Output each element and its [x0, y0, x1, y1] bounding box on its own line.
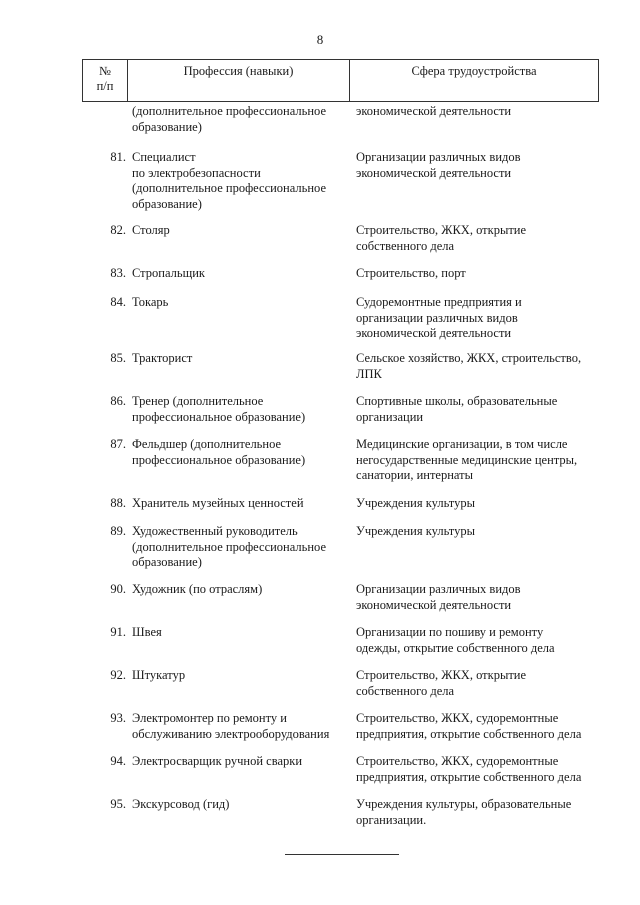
sphere-cell	[356, 668, 606, 699]
row-number: 88.	[110, 496, 126, 510]
header-profession-column: Профессия (навыки)	[128, 60, 350, 101]
sphere-line: Строительство, ЖКХ, открытие	[356, 223, 527, 237]
sphere-line: предприятия, открытие собственного дела	[356, 769, 582, 784]
profession-line: Художник (по отраслям)	[132, 582, 263, 596]
sphere-cell	[356, 582, 606, 613]
row-number: 84.	[110, 295, 126, 309]
profession-line: Художественный руководитель	[132, 524, 298, 538]
profession-line: профессиональное образование)	[132, 452, 306, 467]
sphere-cell	[356, 295, 606, 342]
profession-cell	[132, 754, 350, 770]
profession-line: Электромонтер по ремонту и	[132, 711, 287, 725]
profession-line: Фельдшер (дополнительное	[132, 437, 282, 451]
row-number: 92.	[110, 668, 126, 682]
profession-line: Токарь	[132, 295, 169, 309]
profession-line: Штукатур	[132, 668, 186, 682]
row-number: 83.	[110, 266, 126, 280]
profession-cell	[132, 625, 350, 641]
row-number: 87.	[110, 437, 126, 451]
sphere-line: собственного дела	[356, 238, 455, 253]
profession-cell	[132, 711, 350, 742]
row-number: 85.	[110, 351, 126, 365]
profession-cell	[132, 437, 350, 468]
sphere-line: Организации различных видов	[356, 150, 521, 164]
sphere-cell	[356, 437, 606, 484]
row-number: 90.	[110, 582, 126, 596]
profession-cell	[132, 104, 350, 135]
profession-cell	[132, 668, 350, 684]
profession-cell	[132, 150, 350, 212]
sphere-cell	[356, 711, 606, 742]
sphere-line: санатории, интернаты	[356, 468, 474, 482]
sphere-line: Судоремонтные предприятия и	[356, 295, 522, 309]
sphere-line: Организации по пошиву и ремонту	[356, 625, 544, 639]
header-number-label: №	[99, 64, 111, 78]
profession-line: образование)	[132, 196, 202, 211]
profession-cell	[132, 797, 350, 813]
row-number: 86.	[110, 394, 126, 408]
sphere-line: Строительство, ЖКХ, судоремонтные	[356, 754, 559, 768]
header-number-sublabel: п/п	[96, 79, 114, 93]
row-number: 93.	[110, 711, 126, 725]
profession-line: образование)	[132, 119, 202, 134]
profession-line: Стропальщик	[132, 266, 205, 280]
profession-line: (дополнительное профессиональное	[132, 539, 326, 554]
profession-cell	[132, 266, 350, 282]
sphere-line: предприятия, открытие собственного дела	[356, 726, 582, 741]
row-number: 81.	[110, 150, 126, 164]
page-number: 8	[316, 32, 324, 47]
sphere-line: Учреждения культуры	[356, 524, 475, 538]
profession-line: Тракторист	[132, 351, 193, 365]
profession-cell	[132, 394, 350, 425]
sphere-cell	[356, 351, 606, 382]
profession-cell	[132, 295, 350, 311]
sphere-cell	[356, 496, 606, 512]
header-sphere-column: Сфера трудоустройства	[411, 64, 537, 78]
sphere-line: собственного дела	[356, 683, 455, 698]
sphere-line: Спортивные школы, образовательные	[356, 394, 558, 408]
sphere-line: Строительство, порт	[356, 266, 466, 280]
sphere-line: Организации различных видов	[356, 582, 521, 596]
sphere-cell	[356, 266, 606, 282]
profession-cell	[132, 223, 350, 239]
profession-line: Швея	[132, 625, 162, 639]
profession-line: Хранитель музейных ценностей	[132, 496, 304, 510]
profession-cell	[132, 582, 350, 598]
sphere-line: Строительство, ЖКХ, судоремонтные	[356, 711, 559, 725]
sphere-line: ЛПК	[356, 366, 382, 381]
sphere-cell	[356, 394, 606, 425]
sphere-cell	[356, 625, 606, 656]
table-header	[82, 59, 599, 102]
profession-line: Столяр	[132, 223, 170, 237]
profession-cell	[132, 524, 350, 571]
sphere-line: организации различных видов	[356, 310, 518, 325]
sphere-line: негосударственные медицинские центры,	[356, 452, 578, 467]
profession-line: Специалист	[132, 150, 196, 164]
profession-cell	[132, 351, 350, 367]
sphere-cell	[356, 150, 606, 181]
sphere-line: экономической деятельности	[356, 597, 512, 612]
sphere-line: экономической деятельности	[356, 326, 512, 340]
sphere-line: Учреждения культуры	[356, 496, 475, 510]
profession-line: по электробезопасности	[132, 165, 261, 180]
row-number: 91.	[110, 625, 126, 639]
sphere-cell	[356, 104, 606, 120]
sphere-line: экономической деятельности	[356, 104, 512, 118]
profession-cell	[132, 496, 350, 512]
sphere-line: организации.	[356, 812, 427, 827]
sphere-line: организации	[356, 409, 424, 424]
sphere-cell	[356, 223, 606, 254]
profession-line: образование)	[132, 555, 202, 569]
row-number: 82.	[110, 223, 126, 237]
sphere-line: Медицинские организации, в том числе	[356, 437, 568, 451]
sphere-line: Сельское хозяйство, ЖКХ, строительство,	[356, 351, 582, 365]
row-number: 89.	[110, 524, 126, 538]
sphere-line: экономической деятельности	[356, 165, 512, 180]
profession-line: (дополнительное профессиональное	[132, 181, 326, 195]
header-number-column	[83, 60, 128, 101]
profession-line: Тренер (дополнительное	[132, 394, 264, 408]
profession-line: (дополнительное профессиональное	[132, 104, 326, 118]
profession-line: профессиональное образование)	[132, 409, 306, 424]
row-number: 94.	[110, 754, 126, 768]
sphere-cell	[356, 754, 606, 785]
footer-rule	[285, 854, 399, 855]
profession-line: обслуживанию электрооборудования	[132, 726, 330, 741]
row-number: 95.	[110, 797, 126, 811]
profession-line: Экскурсовод (гид)	[132, 797, 230, 811]
sphere-line: Строительство, ЖКХ, открытие	[356, 668, 527, 682]
sphere-cell	[356, 797, 606, 828]
sphere-line: Учреждения культуры, образовательные	[356, 797, 572, 811]
profession-line: Электросварщик ручной сварки	[132, 754, 303, 768]
sphere-line: одежды, открытие собственного дела	[356, 640, 555, 655]
sphere-cell	[356, 524, 606, 540]
